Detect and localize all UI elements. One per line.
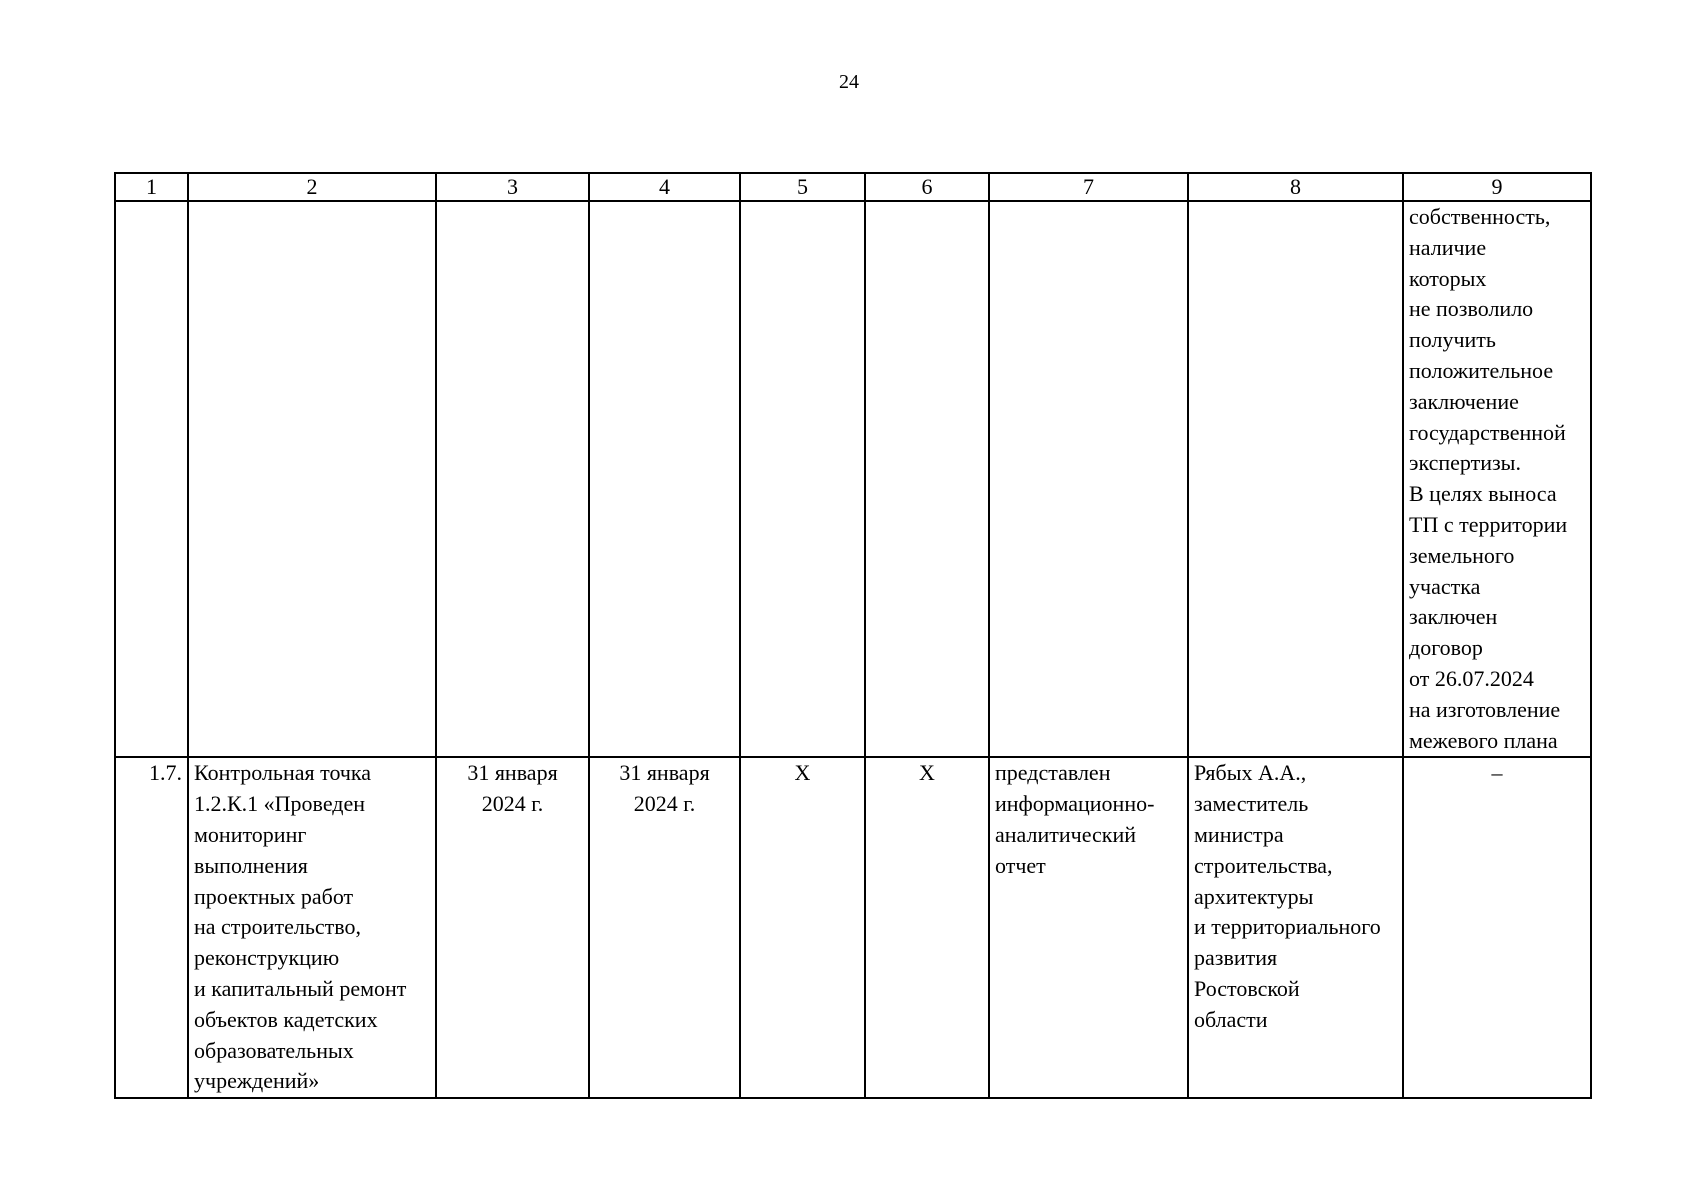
cell-empty bbox=[436, 201, 589, 757]
cell-row-number: 1.7. bbox=[115, 757, 188, 1098]
column-header-5: 5 bbox=[740, 173, 865, 201]
cell-empty bbox=[1188, 201, 1403, 757]
cell-empty bbox=[188, 201, 436, 757]
cell-empty bbox=[740, 201, 865, 757]
column-header-8: 8 bbox=[1188, 173, 1403, 201]
table-row-1-7 bbox=[115, 757, 1591, 1098]
cell-responsible: Рябых А.А., заместитель министра строительства, архитектуры и территориального развития Ростовской области bbox=[1188, 757, 1403, 1098]
page-number: 24 bbox=[839, 71, 859, 93]
cell-empty bbox=[115, 201, 188, 757]
cell-col6: X bbox=[865, 757, 989, 1098]
cell-control-point-name: Контрольная точка 1.2.К.1 «Проведен мониторинг выполнения проектных работ на строительство, реконструкцию и капитальный ремонт объектов кадетских образовательных учреждений» bbox=[188, 757, 436, 1098]
column-header-4: 4 bbox=[589, 173, 740, 201]
cell-comment: – bbox=[1403, 757, 1591, 1098]
column-header-2: 2 bbox=[188, 173, 436, 201]
cell-start-date: 31 января 2024 г. bbox=[436, 757, 589, 1098]
cell-empty bbox=[865, 201, 989, 757]
column-header-3: 3 bbox=[436, 173, 589, 201]
column-header-1: 1 bbox=[115, 173, 188, 201]
cell-empty bbox=[989, 201, 1188, 757]
cell-empty bbox=[589, 201, 740, 757]
report-table bbox=[114, 172, 1592, 1099]
cell-comment-continued: собственность, наличие которых не позволило получить положительное заключение государственной экспертизы. В целях выноса ТП с территории земельного участка заключен договор от 26.07.2024 на изготовление межевого плана bbox=[1403, 201, 1591, 757]
cell-end-date: 31 января 2024 г. bbox=[589, 757, 740, 1098]
cell-col5: X bbox=[740, 757, 865, 1098]
column-header-6: 6 bbox=[865, 173, 989, 201]
table-header-row bbox=[115, 173, 1591, 201]
cell-result: представлен информационно- аналитический отчет bbox=[989, 757, 1188, 1098]
column-header-7: 7 bbox=[989, 173, 1188, 201]
column-header-9: 9 bbox=[1403, 173, 1591, 201]
table-row-continuation bbox=[115, 201, 1591, 757]
